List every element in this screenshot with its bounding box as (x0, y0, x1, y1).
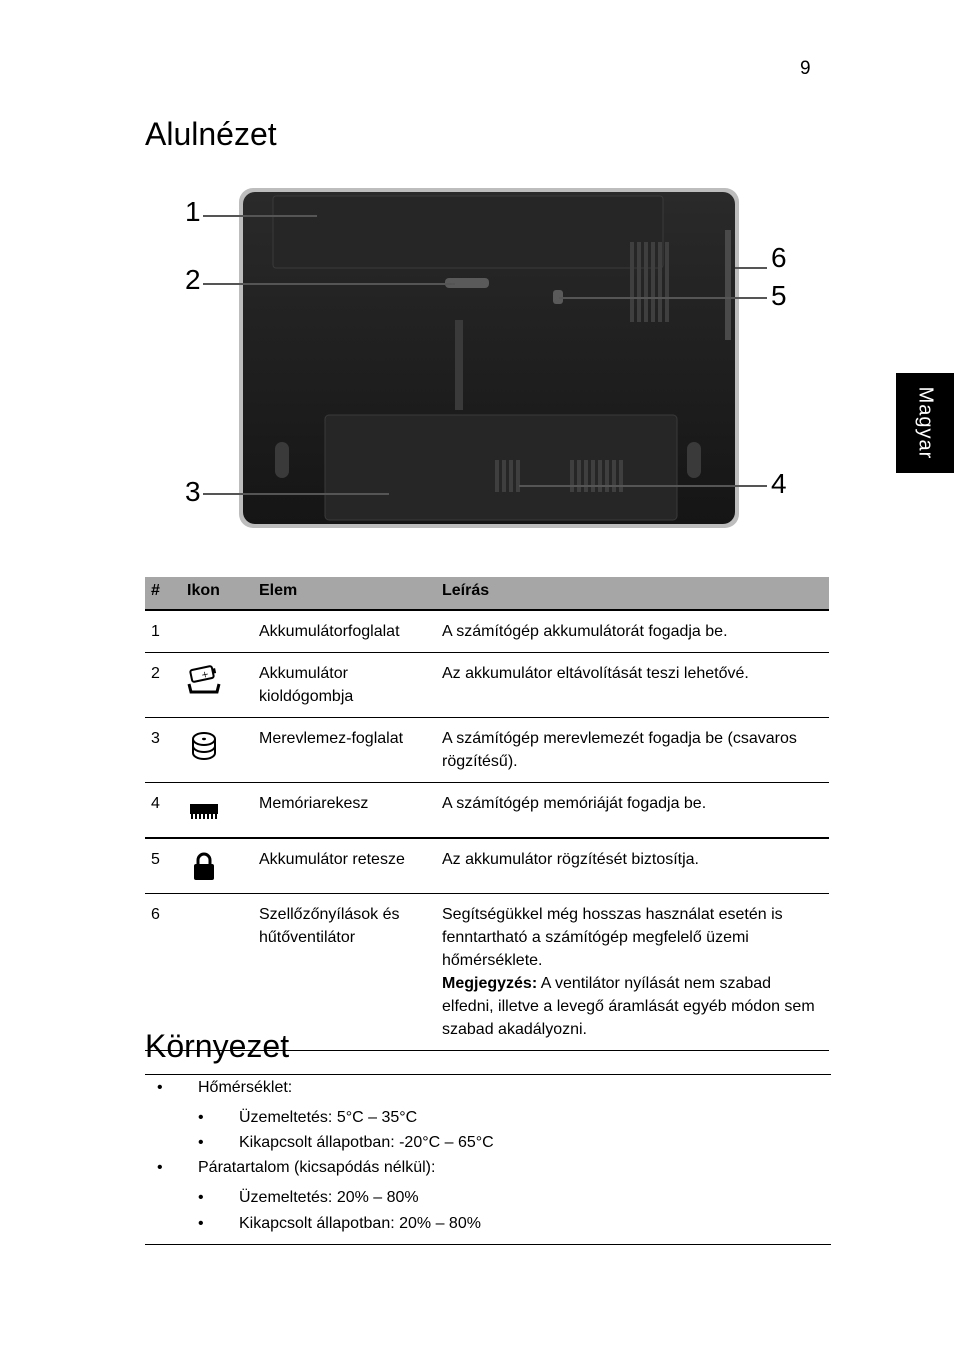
row-desc: A számítógép merevlemezét fogadja be (csavaros rögzítésű). (436, 718, 829, 783)
row-desc: A számítógép akkumulátorát fogadja be. (436, 610, 829, 653)
memory-hdd-bay (325, 415, 677, 520)
battery-release-icon (187, 664, 221, 698)
language-tab-label: Magyar (914, 386, 937, 460)
section-title-environment: Környezet (145, 1028, 290, 1064)
row-num: 1 (145, 610, 181, 653)
language-tab (896, 373, 954, 473)
note-label: Megjegyzés: (442, 975, 538, 992)
battery-bay (273, 196, 663, 268)
callout-2: 2 (185, 264, 201, 295)
hard-disk-icon (187, 729, 221, 763)
row-desc (436, 894, 829, 1051)
row-elem: Akkumulátorfoglalat (253, 610, 436, 653)
header-elem: Elem (253, 577, 436, 610)
page-number: 9 (800, 58, 811, 79)
row-num: 4 (145, 783, 181, 839)
rubber-foot-right (687, 442, 701, 478)
list-item-hum-operating: Üzemeltetés: 20% – 80% (239, 1189, 419, 1206)
bullet: • (157, 1079, 163, 1096)
bullet: • (198, 1189, 204, 1206)
table-row (145, 610, 829, 653)
table-header-row (145, 577, 829, 610)
row-num: 5 (145, 838, 181, 894)
note-text: A ventilátor nyílását nem szabad elfedni, illetve a levegő áramlását egyéb módon sem szabad akadályozni. (442, 975, 815, 1038)
laptop-bottom-figure (175, 180, 805, 540)
row-elem: Szellőzőnyílások és hűtőventilátor (253, 894, 436, 1051)
callout-3: 3 (185, 476, 201, 507)
callout-1: 1 (185, 196, 201, 227)
row-elem: Akkumulátor retesze (253, 838, 436, 894)
row-elem: Memóriarekesz (253, 783, 436, 839)
row-elem: Akkumulátor kioldógombja (253, 653, 436, 718)
header-icon: Ikon (181, 577, 253, 610)
row-icon (181, 653, 253, 718)
list-item-hum-off: Kikapcsolt állapotban: 20% – 80% (239, 1215, 481, 1232)
environment-list (145, 1074, 831, 1245)
row-icon (181, 718, 253, 783)
callout-5: 5 (771, 280, 787, 311)
header-desc: Leírás (436, 577, 829, 610)
list-item-humidity: Páratartalom (kicsapódás nélkül): (198, 1159, 436, 1176)
bullet: • (198, 1109, 204, 1126)
row-num: 6 (145, 894, 181, 1051)
row-icon (181, 894, 253, 1051)
components-table (145, 577, 829, 1051)
laptop-bottom-illustration (175, 180, 805, 540)
table-row (145, 838, 829, 894)
row-desc-text: Segítségükkel még hosszas használat esetén is fenntartható a számítógép megfelelő üzemi hőmérséklete. (442, 906, 783, 969)
callout-6: 6 (771, 242, 787, 273)
row-elem: Merevlemez-foglalat (253, 718, 436, 783)
lock-icon (187, 850, 221, 884)
table-row (145, 894, 829, 1051)
svg-text:+: + (200, 669, 210, 682)
header-num: # (145, 577, 181, 610)
table-row (145, 653, 829, 718)
bullet: • (157, 1159, 163, 1176)
row-num: 3 (145, 718, 181, 783)
section-title-bottom-view: Alulnézet (145, 116, 277, 152)
row-desc: Az akkumulátor eltávolítását teszi lehetővé. (436, 653, 829, 718)
rubber-foot-left (275, 442, 289, 478)
row-desc: A számítógép memóriáját fogadja be. (436, 783, 829, 839)
bullet: • (198, 1215, 204, 1232)
callout-4: 4 (771, 468, 787, 499)
bullet: • (198, 1134, 204, 1151)
list-item-temp-operating: Üzemeltetés: 5°C – 35°C (239, 1109, 418, 1126)
memory-icon (187, 794, 221, 828)
vent-grid-center (455, 320, 463, 410)
row-desc: Az akkumulátor rögzítését biztosítja. (436, 838, 829, 894)
table-row (145, 718, 829, 783)
list-item-temp-off: Kikapcsolt állapotban: -20°C – 65°C (239, 1134, 494, 1151)
row-num: 2 (145, 653, 181, 718)
list-item-temperature: Hőmérséklet: (198, 1079, 293, 1096)
row-icon (181, 838, 253, 894)
row-icon (181, 610, 253, 653)
table-row (145, 783, 829, 839)
row-icon (181, 783, 253, 839)
side-vent-strip (725, 230, 731, 340)
